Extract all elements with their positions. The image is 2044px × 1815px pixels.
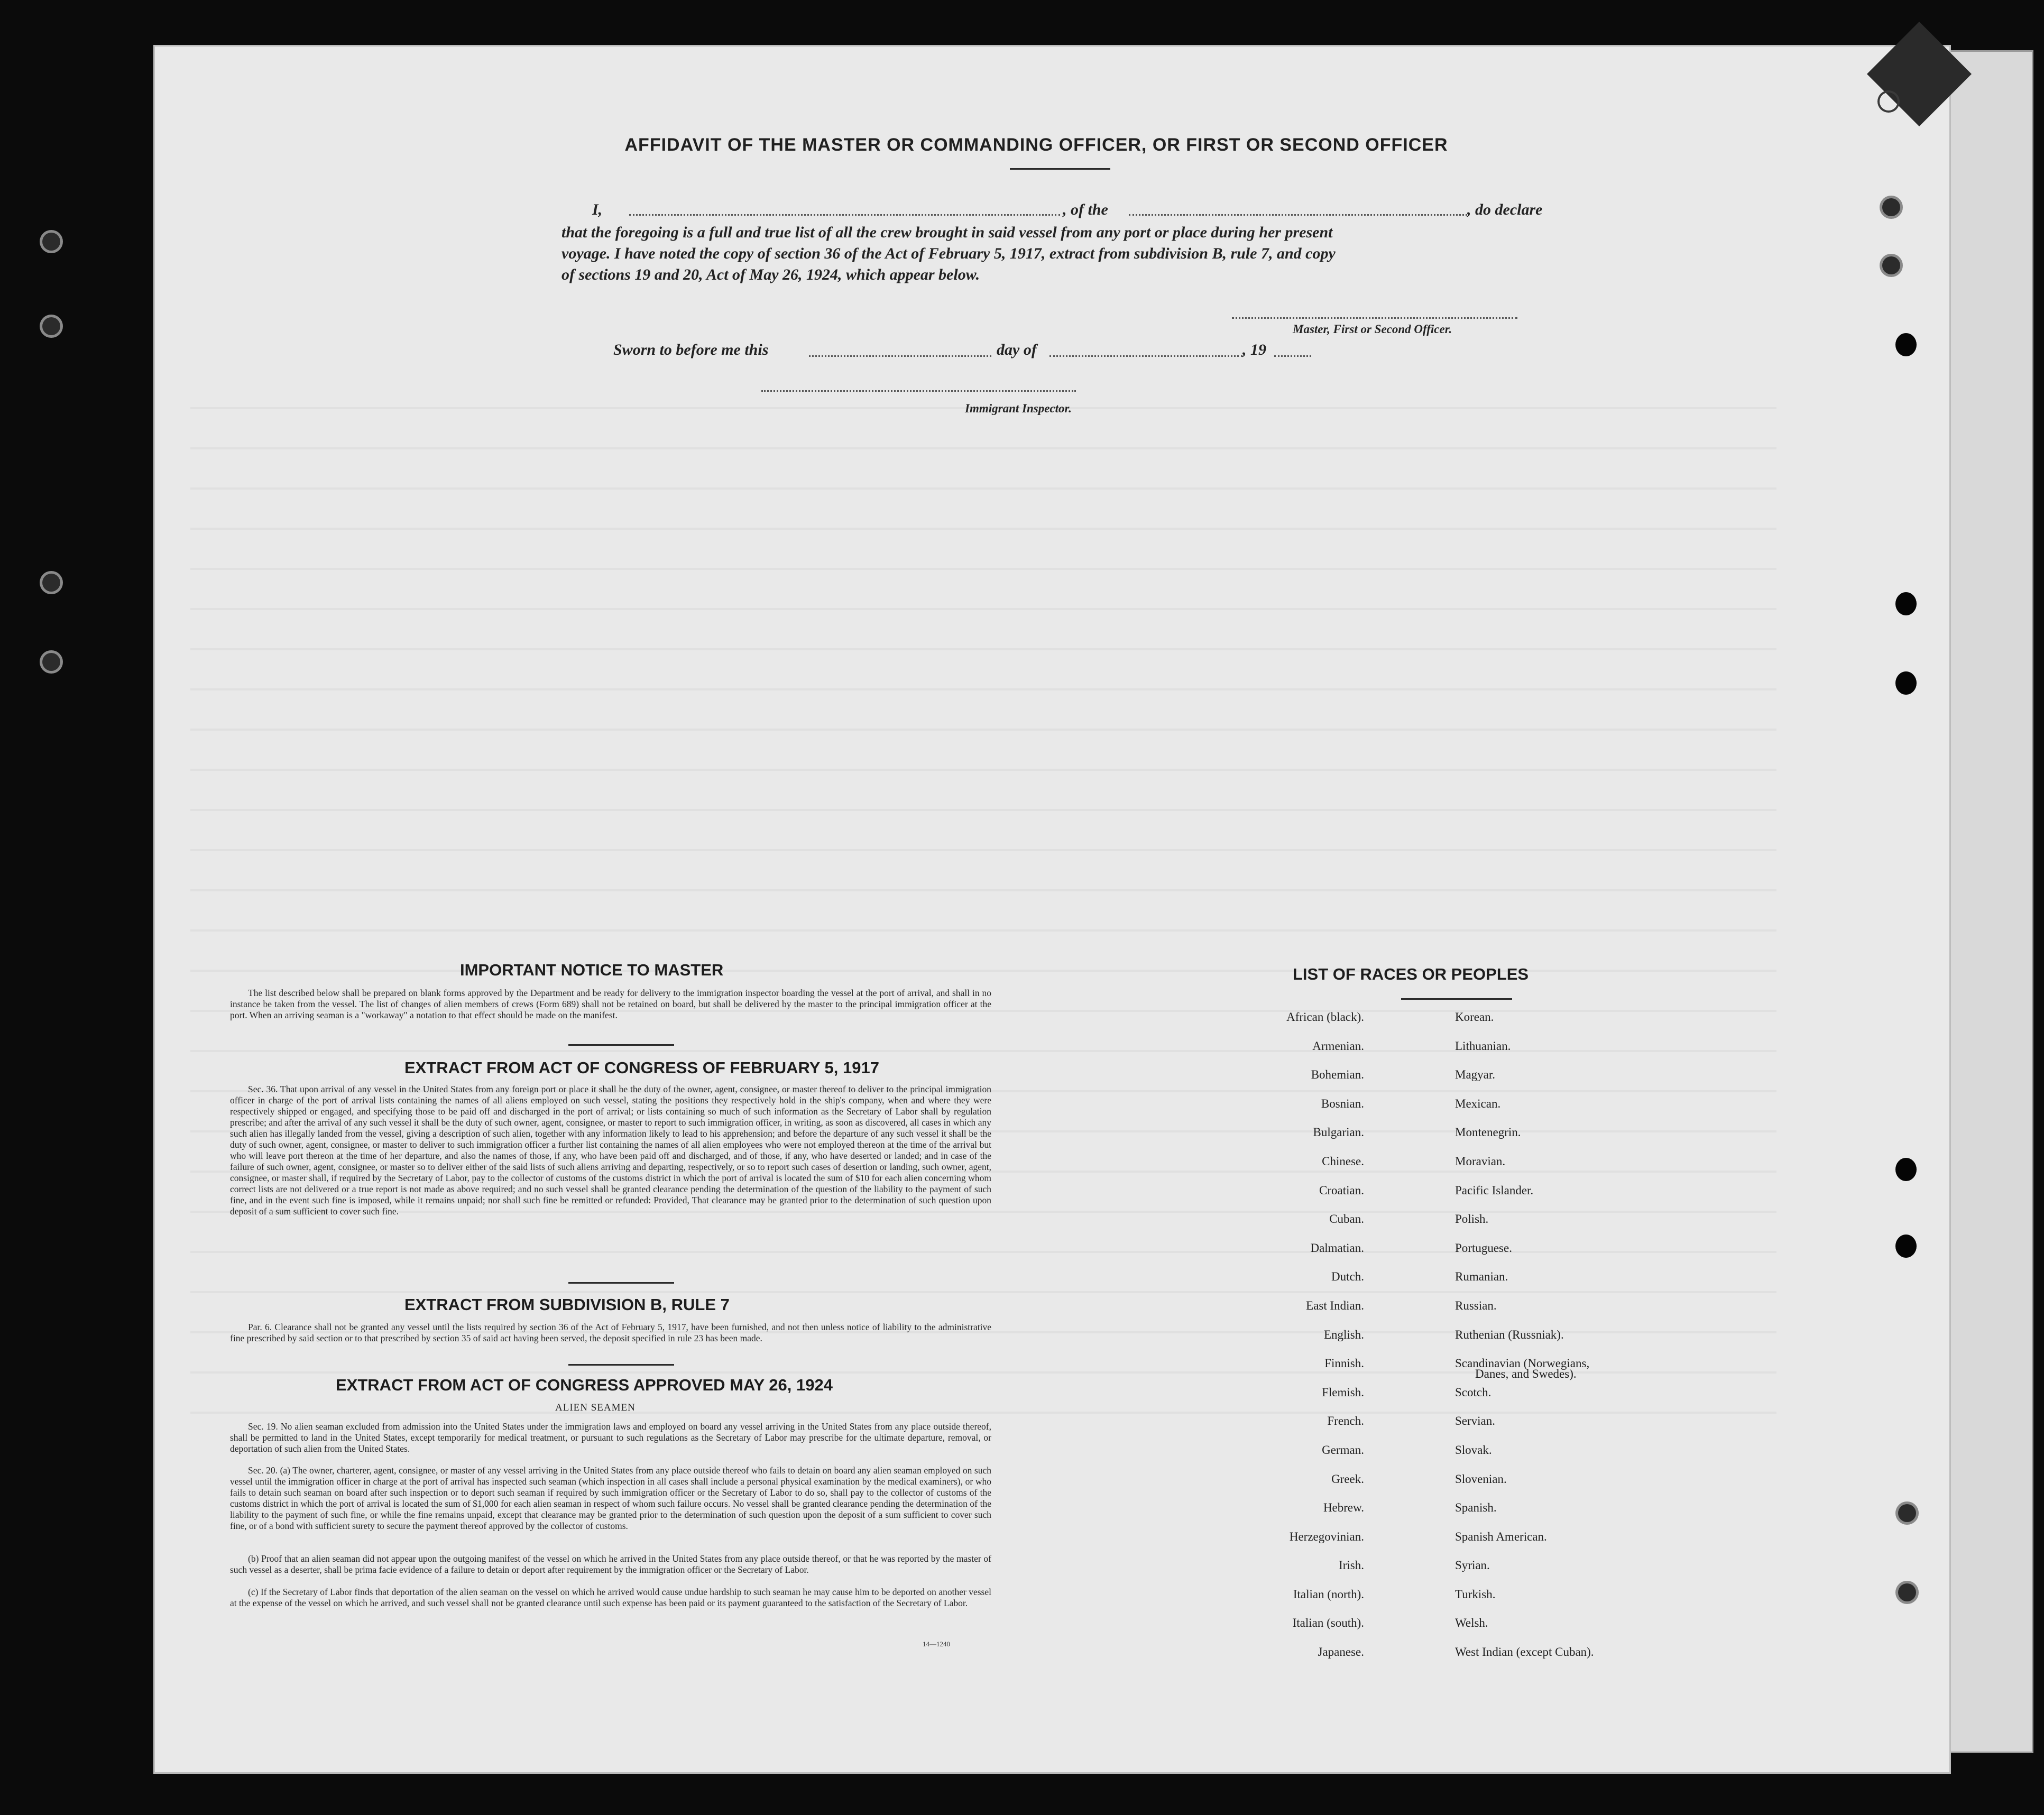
race-item: Chinese. <box>1322 1154 1364 1168</box>
bleed-through-rule <box>190 487 1776 490</box>
race-item: Turkish. <box>1455 1587 1496 1601</box>
race-item: Japanese. <box>1318 1645 1364 1659</box>
month-blank <box>1049 355 1242 357</box>
sec-19-text: Sec. 19. No alien seaman excluded from admission into the United States under the immigration laws and employed on board any vessel arriving in the United States from any place outside thereof, shall be permitted to land in the United States, except temporarily for medical treatment, or pursuant to such regulations as the Secretary of Labor may prescribe for the ultimate departure, removal, or deportation of such alien from the United States. <box>230 1421 991 1454</box>
binder-hole <box>1895 333 1917 356</box>
race-item: Lithuanian. <box>1455 1039 1511 1053</box>
sec-20a-text: Sec. 20. (a) The owner, charterer, agent, consignee, or master of any vessel arriving in the United States from any place outside thereof who fails to detain on board any alien seaman employed on such vessel until the immigration officer in charge at the port of arrival has inspected such seaman (which inspection in all cases shall include a personal physical examination by the medical examiners), or who fails to detain such seaman on board after such inspection or to deport such seaman if required by such immigration officer or the Secretary of Labor to do so, shall pay to the collector of customs of the customs district in which the port of arrival is located the sum of $1,000 for each alien seaman in respect of whom such failure occurs. No vessel shall be granted clearance pending the determination of the liability to the payment of such fine, or while the fine remains unpaid, except that clearance may be granted prior to the determination of such question upon the deposit of a sum sufficient to cover such fine, or of a bond with sufficient surety to secure the payment thereof approved by the collector of customs. <box>230 1465 991 1531</box>
race-item: Ruthenian (Russniak). <box>1455 1328 1564 1341</box>
act-1917-heading: EXTRACT FROM ACT OF CONGRESS OF FEBRUARY 5, 1917 <box>404 1058 879 1077</box>
race-item: Croatian. <box>1319 1183 1364 1197</box>
master-caption: Master, First or Second Officer. <box>1293 323 1452 336</box>
bleed-through-rule <box>190 608 1776 610</box>
affidavit-title: AFFIDAVIT OF THE MASTER OR COMMANDING OFFICER, OR FIRST OR SECOND OFFICER <box>624 135 1448 155</box>
bleed-through-rule <box>190 568 1776 570</box>
act-1917-text: Sec. 36. That upon arrival of any vessel in the United States from any foreign port or place it shall be the duty of the owner, agent, consignee, or master thereof to deliver to the principal immigration officer in charge of the port of arrival lists containing the names of all aliens employed on such vessel, stating the positions they respectively hold in the ship's company, when and where they were respectively shipped or engaged, and specifying those to be paid off and discharged in the port of arrival; or lists containing so much of such information as the Secretary of Labor shall by regulation prescribe; and after the arrival of any such vessel it shall be the duty of such owner, agent, consignee, or master to report to such immigration officer, in writing, as soon as discovered, all cases in which any such alien has illegally landed from the vessel, giving a description of such alien, together with any information likely to lead to his apprehension; and before the departure of any such vessel it shall be the duty of such owner, agent, consignee, or master to deliver to such immigration officer a further list containing the names of all alien employees who were not employed thereon at the time of the arrival but who will leave port thereon at the time of her departure, and also the names of those, if any, who have been paid off and discharged, and of those, if any, who have deserted or landed; and in case of the failure of such owner, agent, consignee, or master so to deliver either of the said lists of such aliens arriving and departing, respectively, or so to report such cases of desertion or landing, such owner, agent, consignee, or master shall, if required by the Secretary of Labor, pay to the collector of customs of the customs district in which the port of arrival is located the sum of $10 for each alien concerning whom correct lists are not delivered or a true report is not made as above required; and no such vessel shall be granted clearance pending the determination of the question of the liability to the payment of such fine, and in the event such fine is imposed, while it remains unpaid; nor shall such fine be remitted or refunded: Provided, That clearance may be granted prior to the determination of such question upon deposit of a sum sufficient to cover such fine. <box>230 1084 991 1217</box>
bleed-through-rule <box>190 729 1776 731</box>
binder-hole <box>1895 1234 1917 1258</box>
title-rule <box>1010 168 1110 170</box>
race-item: Herzegovinian. <box>1289 1530 1364 1543</box>
binder-hole <box>1895 592 1917 615</box>
alien-seamen-subheading: ALIEN SEAMEN <box>555 1402 636 1413</box>
race-item: Cuban. <box>1329 1212 1364 1226</box>
scandinavian-continuation: Danes, and Swedes). <box>1475 1367 1577 1380</box>
rule-7-text: Par. 6. Clearance shall not be granted any vessel until the lists required by section 36 of the Act of February 5, 1917, have been furnished, and not then unless notice of liability to the administrative fine prescribed by said section or to that prescribed by section 35 of said act having been served, the deposit specified in rule 23 has been made. <box>230 1322 991 1343</box>
race-item: Russian. <box>1455 1298 1497 1312</box>
races-heading-rule <box>1401 998 1512 1000</box>
race-item: Polish. <box>1455 1212 1489 1226</box>
bleed-through-rule <box>190 970 1776 972</box>
binder-hole <box>42 317 60 335</box>
act-1924-heading: EXTRACT FROM ACT OF CONGRESS APPROVED MAY 26, 1924 <box>336 1376 833 1394</box>
race-item: Armenian. <box>1312 1039 1364 1053</box>
bleed-through-rule <box>190 528 1776 530</box>
race-item: Mexican. <box>1455 1097 1501 1110</box>
binder-hole <box>1895 1158 1917 1181</box>
race-item: Portuguese. <box>1455 1241 1512 1255</box>
race-item: Flemish. <box>1322 1385 1364 1399</box>
master-signature-line <box>1232 317 1517 319</box>
races-right-column <box>1455 1011 1730 1675</box>
notice-text: The list described below shall be prepared on blank forms approved by the Department and be ready for delivery to the immigration inspector boarding the vessel at the port of arrival, and shall in no instance be taken from the vessel. The list of changes of alien members of crews (Form 689) shall not be retained on board, but shall be delivered by the master to the principal immigration officer at the port. When an arriving seaman is a "workaway" a notation to that effect should be made on the manifest. <box>230 988 991 1020</box>
binder-hole <box>1895 671 1917 695</box>
bleed-through-rule <box>190 648 1776 650</box>
form-code: 14—1240 <box>923 1640 950 1648</box>
bleed-through-rule <box>190 769 1776 771</box>
race-item: Scotch. <box>1455 1385 1491 1399</box>
bleed-through-rule <box>190 929 1776 932</box>
race-item: Hebrew. <box>1323 1501 1364 1515</box>
race-item: Servian. <box>1455 1414 1496 1428</box>
binder-hole <box>42 233 60 251</box>
race-item: Finnish. <box>1324 1357 1364 1370</box>
sworn-label: Sworn to before me this <box>613 341 769 358</box>
race-item: English. <box>1323 1328 1364 1341</box>
race-item: African (black). <box>1286 1010 1364 1024</box>
year-prefix: , 19 <box>1242 341 1266 358</box>
race-item: Rumanian. <box>1455 1270 1508 1284</box>
bleed-through-rule <box>190 809 1776 811</box>
section-divider <box>568 1282 674 1284</box>
binder-hole <box>1882 256 1900 274</box>
binder-hole <box>1898 1583 1916 1601</box>
affidavit-i-label: I, <box>592 201 603 218</box>
affidavit-line-2: that the foregoing is a full and true list of all the crew brought in said vessel from any port or place during her present <box>561 224 1333 241</box>
section-divider <box>568 1364 674 1366</box>
binder-hole <box>42 574 60 592</box>
race-item: Bohemian. <box>1311 1068 1364 1082</box>
bleed-through-rule <box>190 688 1776 690</box>
rule-7-heading: EXTRACT FROM SUBDIVISION B, RULE 7 <box>404 1295 730 1314</box>
race-item: East Indian. <box>1306 1298 1364 1312</box>
races-left-column <box>1200 1011 1364 1675</box>
race-item: Montenegrin. <box>1455 1126 1521 1139</box>
race-item: Irish. <box>1339 1559 1364 1572</box>
race-item: German. <box>1322 1443 1364 1457</box>
race-item: Magyar. <box>1455 1068 1496 1082</box>
bleed-through-rule <box>190 849 1776 851</box>
affidavit-line-4: of sections 19 and 20, Act of May 26, 1924, which appear below. <box>561 266 980 283</box>
race-item: Bulgarian. <box>1313 1126 1364 1139</box>
race-item: Slovenian. <box>1455 1472 1507 1486</box>
sec-20c-text: (c) If the Secretary of Labor finds that deportation of the alien seaman on the vessel on which he arrived would cause undue hardship to such seaman he may cause him to be deported on another vessel at the expense of the vessel on which he arrived, and such vessel shall not be granted clearance until such expense has been paid or its payment guaranteed to the satisfaction of the Secretary of Labor. <box>230 1587 991 1608</box>
races-heading: LIST OF RACES OR PEOPLES <box>1293 965 1529 983</box>
race-item: Syrian. <box>1455 1559 1490 1572</box>
affidavit-line-3: voyage. I have noted the copy of section 36 of the Act of February 5, 1917, extract from subdivision B, rule 7, and copy <box>561 245 1336 262</box>
sworn-day-blank <box>809 355 991 357</box>
notice-heading: IMPORTANT NOTICE TO MASTER <box>460 961 724 979</box>
binder-hole <box>1898 1504 1916 1522</box>
race-item: Pacific Islander. <box>1455 1183 1534 1197</box>
race-item: French. <box>1327 1414 1364 1428</box>
race-item: Slovak. <box>1455 1443 1492 1457</box>
inspector-signature-line <box>761 390 1076 392</box>
vessel-blank-line <box>1129 214 1467 216</box>
year-blank <box>1274 355 1311 357</box>
race-item: Italian (north). <box>1293 1587 1364 1601</box>
race-item: Korean. <box>1455 1010 1494 1024</box>
race-item: Moravian. <box>1455 1154 1506 1168</box>
binder-hole <box>42 653 60 671</box>
race-item: Dalmatian. <box>1310 1241 1364 1255</box>
race-item: Italian (south). <box>1292 1616 1364 1630</box>
sec-20b-text: (b) Proof that an alien seaman did not appear upon the outgoing manifest of the vessel on which he arrived in the United States from any place outside thereof, or that he was reported by the master of such vessel as a deserter, shall be prima facie evidence of a failure to detain or deport after requirement by the immigration officer or the Secretary of Labor. <box>230 1553 991 1575</box>
section-divider <box>568 1044 674 1046</box>
name-blank-line <box>629 214 1060 216</box>
race-item: Spanish American. <box>1455 1530 1547 1543</box>
binder-hole <box>1880 93 1898 110</box>
inspector-caption: Immigrant Inspector. <box>965 402 1072 415</box>
race-item: Spanish. <box>1455 1501 1497 1515</box>
affidavit-do-declare: , do declare <box>1467 201 1543 218</box>
race-item: Greek. <box>1331 1472 1364 1486</box>
race-item: Scandinavian (Norwegians, <box>1455 1357 1590 1370</box>
bleed-through-rule <box>190 447 1776 449</box>
race-item: West Indian (except Cuban). <box>1455 1645 1594 1659</box>
race-item: Dutch. <box>1331 1270 1364 1284</box>
affidavit-of-the-label: , of the <box>1063 201 1108 218</box>
race-item: Bosnian. <box>1321 1097 1364 1110</box>
day-of-label: day of <box>997 341 1037 358</box>
binder-hole <box>1882 198 1900 216</box>
bleed-through-rule <box>190 889 1776 891</box>
race-item: Welsh. <box>1455 1616 1488 1630</box>
